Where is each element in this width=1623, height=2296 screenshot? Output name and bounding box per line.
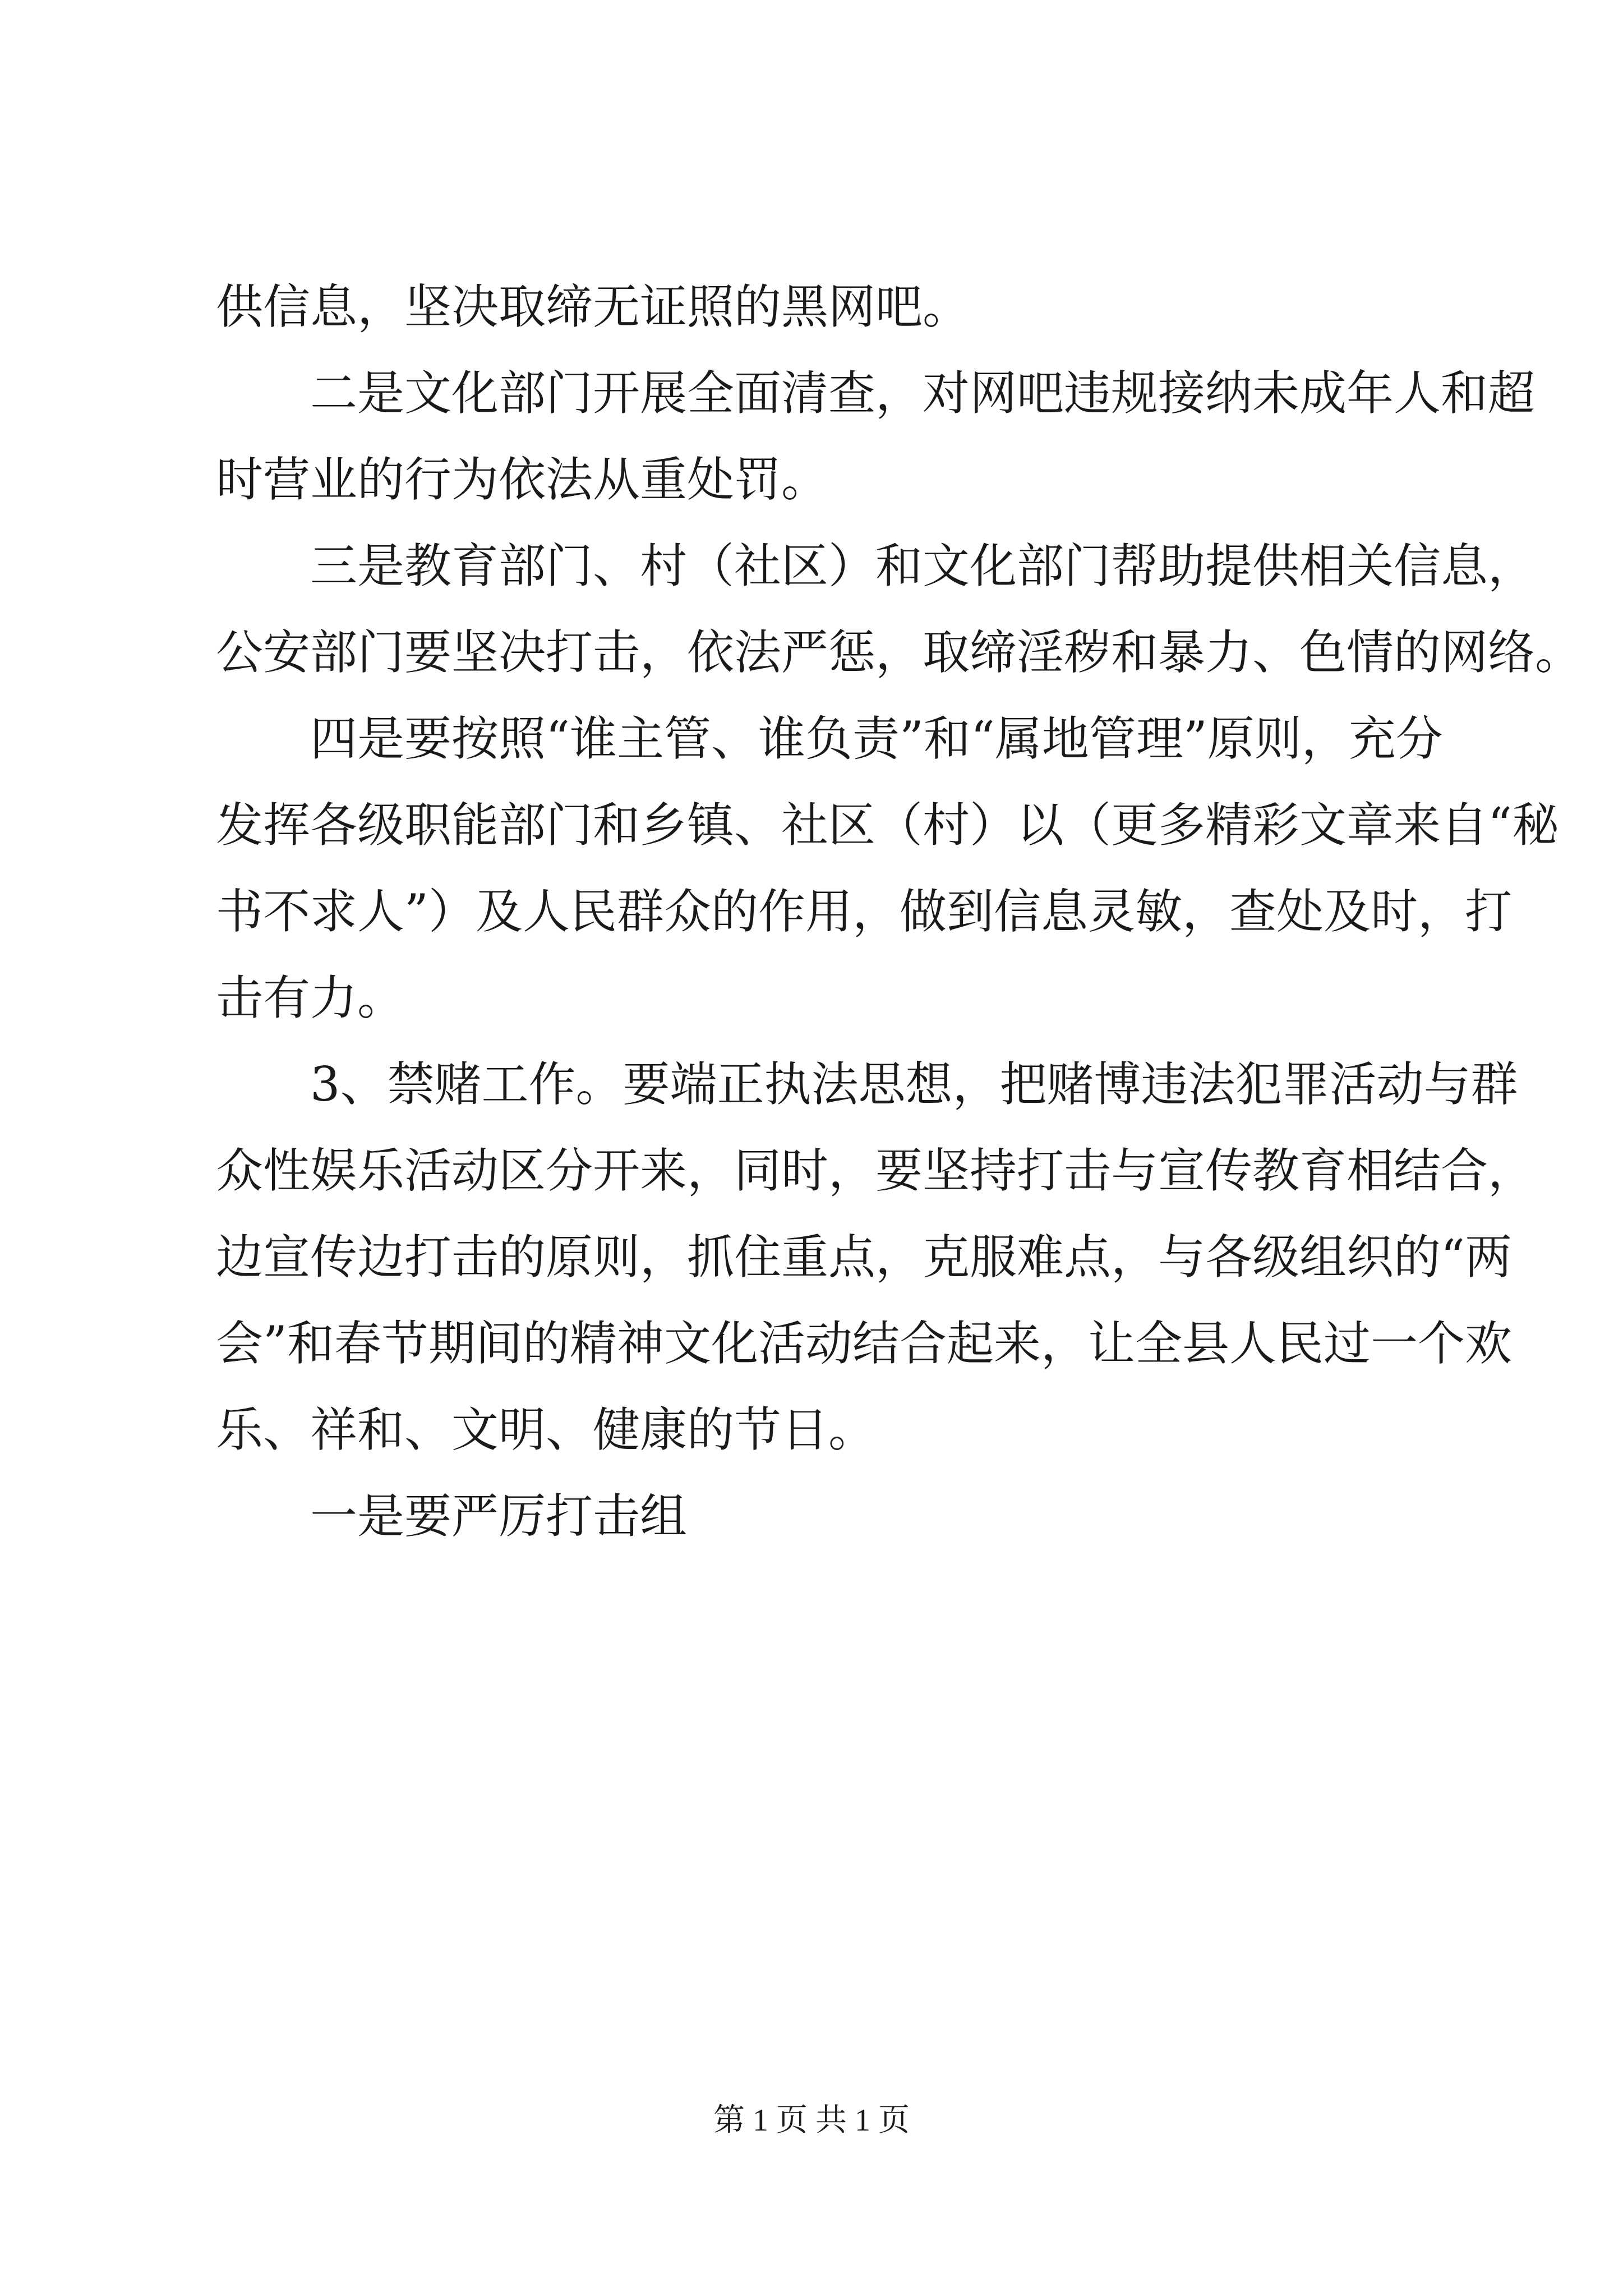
text-line: 发挥各级职能部门和乡镇、社区（村）以（更多精彩文章来自“秘 [216, 798, 1559, 853]
text-line: 三是教育部门、村（社区）和文化部门帮助提供相关信息， [310, 539, 1536, 593]
text-line: 书不求人”）及人民群众的作用，做到信息灵敏，查处及时，打 [216, 884, 1512, 939]
text-line: 四是要按照“谁主管、谁负责”和“属地管理”原则，充分 [310, 711, 1443, 766]
text-line: 乐、祥和、文明、健康的节日。 [216, 1402, 876, 1457]
text-line: 众性娱乐活动区分开来，同时，要坚持打击与宣传教育相结合， [216, 1143, 1536, 1198]
text-line: 一是要严厉打击组 [310, 1489, 688, 1544]
text-line: 公安部门要坚决打击，依法严惩，取缔淫秽和暴力、色情的网络。 [216, 625, 1583, 680]
text-line: 3、禁赌工作。要端正执法思想，把赌博违法犯罪活动与群 [310, 1057, 1518, 1112]
text-line: 击有力。 [216, 970, 405, 1025]
document-body [216, 264, 1583, 1559]
text-line: 二是文化部门开展全面清查，对网吧违规接纳未成年人和超 [310, 366, 1536, 421]
text-line: 供信息，坚决取缔无证照的黑网吧。 [216, 279, 970, 334]
text-line: 边宣传边打击的原则，抓住重点，克服难点，与各级组织的“两 [216, 1230, 1512, 1285]
text-line: 会”和春节期间的精神文化活动结合起来，让全县人民过一个欢 [216, 1316, 1512, 1371]
page-footer: 第 1 页 共 1 页 [713, 2103, 910, 2138]
text-line: 时营业的行为依法从重处罚。 [216, 452, 829, 507]
